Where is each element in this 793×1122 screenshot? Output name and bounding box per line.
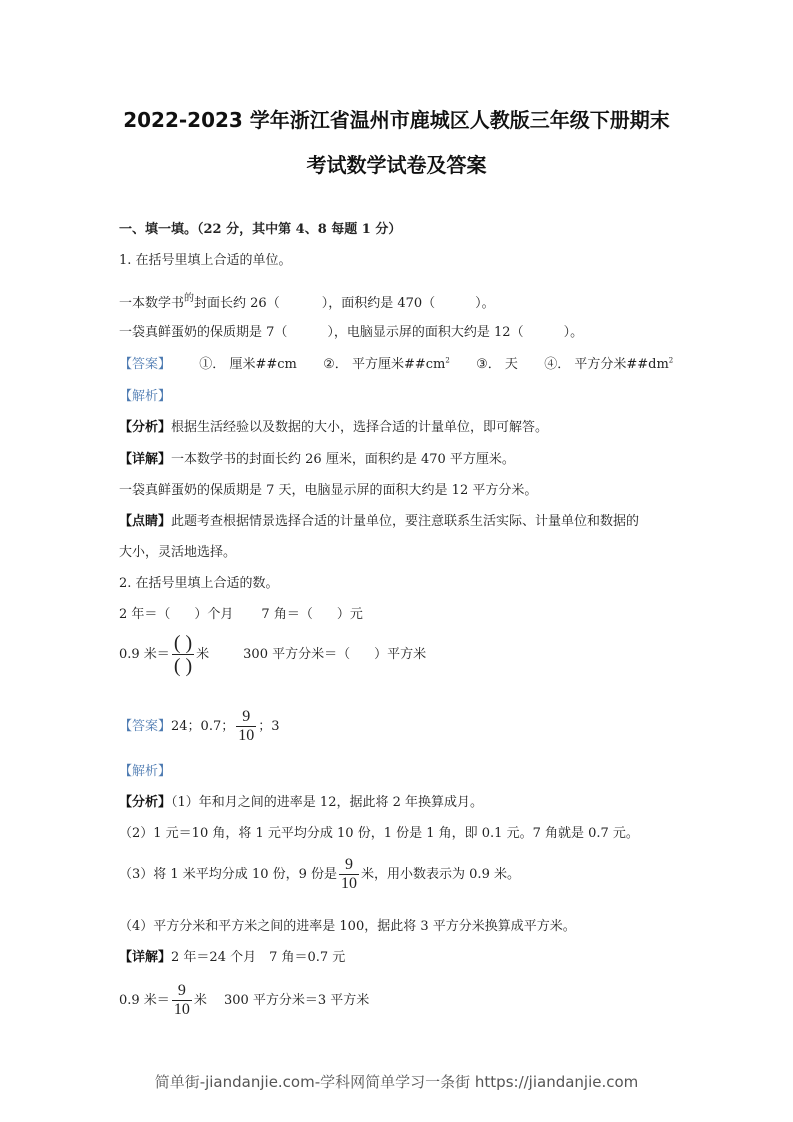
fraction-9-10-detail: $\frac{9}{10}$ xyxy=(173,982,190,1018)
document-title-line-2: 考试数学试卷及答案 xyxy=(306,153,487,177)
question-1-line-b xyxy=(119,321,583,340)
answer-1: ①． 厘米##cm xyxy=(199,357,297,372)
q1-dianjing: 【点睛】此题考查根据情景选择合适的计量单位，要注意联系生活实际、计量单位和数据的 xyxy=(119,514,640,529)
q2-fenxi-1: 【分析】（1）年和月之间的进率是 12，据此将 2 年换算成月。 xyxy=(119,795,483,810)
q2-fenxi-2: （2）1 元＝10 角，将 1 元平均分成 10 份，1 份是 1 角，即 0.1 元。7 角就是 0.7 元。 xyxy=(119,826,639,841)
question-1-answer xyxy=(119,353,673,372)
q1-line-a-sup: 的 xyxy=(184,293,195,304)
analysis-label: 【解析】 xyxy=(119,389,172,404)
q2-xiangjie-2: 0.9 米＝ $\frac{9}{10}$ 米 300 平方分米＝3 平方米 xyxy=(119,982,370,1018)
question-2-line-a: 2 年＝（ ）个月 7 角＝（ ）元 xyxy=(119,607,363,622)
q1-line-a-text-4: ）。 xyxy=(475,296,495,311)
q2-xiangjie-1: 【详解】2 年＝24 个月 7 角＝0.7 元 xyxy=(119,950,346,965)
fenxi-label: 【分析】 xyxy=(119,420,172,435)
q1-fenxi: 【分析】根据生活经验以及数据的大小，选择合适的计量单位，即可解答。 xyxy=(119,420,549,435)
question-2-prompt: 2. 在括号里填上合适的数。 xyxy=(119,576,279,591)
answer-label: 【答案】 xyxy=(119,357,172,372)
q1-line-a-text-3: ），面积约是 470（ xyxy=(321,296,436,311)
q1-xiangjie: 【详解】一本数学书的封面长约 26 厘米，面积约是 470 平方厘米。 xyxy=(119,452,515,467)
q1-dianjing-2: 大小，灵活地选择。 xyxy=(119,545,237,560)
q2-fenxi-3: （3）将 1 米平均分成 10 份，9 份是 $\frac{9}{10}$ 米，用小数表示为 0.9 米。 xyxy=(119,856,520,892)
answer-4: ④． 平方分米$\#\#dm^2$ xyxy=(544,356,674,372)
q1-line-a-text-2: 封面长约 26（ xyxy=(194,296,280,311)
q1-line-b-text-3: ）。 xyxy=(563,325,584,340)
question-1-prompt: 1. 在括号里填上合适的单位。 xyxy=(119,253,292,268)
q1-line-a-text-1: 一本数学书 xyxy=(119,296,185,311)
question-1-line-a xyxy=(119,289,495,311)
question-2-line-b: 0.9 米＝ $\frac{( )}{( )}$ 米 300 平方分米＝（ ）平方米 xyxy=(119,632,427,677)
fraction-blank[interactable]: $\frac{( )}{( )}$ xyxy=(173,632,193,677)
xiangjie-label-2: 【详解】 xyxy=(119,950,172,965)
question-2-answer: 【答案】24；0.7； $\frac{9}{10}$ ；3 xyxy=(119,708,280,744)
xiangjie-label: 【详解】 xyxy=(119,452,172,467)
fenxi-label-2: 【分析】 xyxy=(119,795,172,810)
q2-fenxi-4: （4）平方分米和平方米之间的进率是 100，据此将 3 平方分米换算成平方米。 xyxy=(119,919,576,934)
q1-xiangjie-2: 一袋真鲜蛋奶的保质期是 7 天，电脑显示屏的面积大约是 12 平方分米。 xyxy=(119,483,538,498)
analysis-label-2: 【解析】 xyxy=(119,764,172,779)
document-title-line-1: 2022-2023 学年浙江省温州市鹿城区人教版三年级下册期末 xyxy=(123,108,670,132)
fraction-9-10: $\frac{9}{10}$ xyxy=(341,856,358,892)
answer-label-2: 【答案】 xyxy=(119,719,172,734)
answer-fraction: $\frac{9}{10}$ xyxy=(238,708,255,744)
dianjing-label: 【点睛】 xyxy=(119,514,172,529)
q1-line-b-text-1: 一袋真鲜蛋奶的保质期是 7（ xyxy=(119,325,288,340)
answer-3: ③． 天 xyxy=(476,357,518,372)
section-heading: 一、填一填。（22 分，其中第 4、8 每题 1 分） xyxy=(119,222,402,237)
q1-line-b-text-2: ），电脑显示屏的面积大约是 12（ xyxy=(327,325,524,340)
footer-watermark: 简单街-jiandanjie.com-学科网简单学习一条街 https://jiandanjie.com xyxy=(154,1073,639,1091)
answer-2: ②． 平方厘米$\#\#cm^2$ xyxy=(323,356,450,372)
